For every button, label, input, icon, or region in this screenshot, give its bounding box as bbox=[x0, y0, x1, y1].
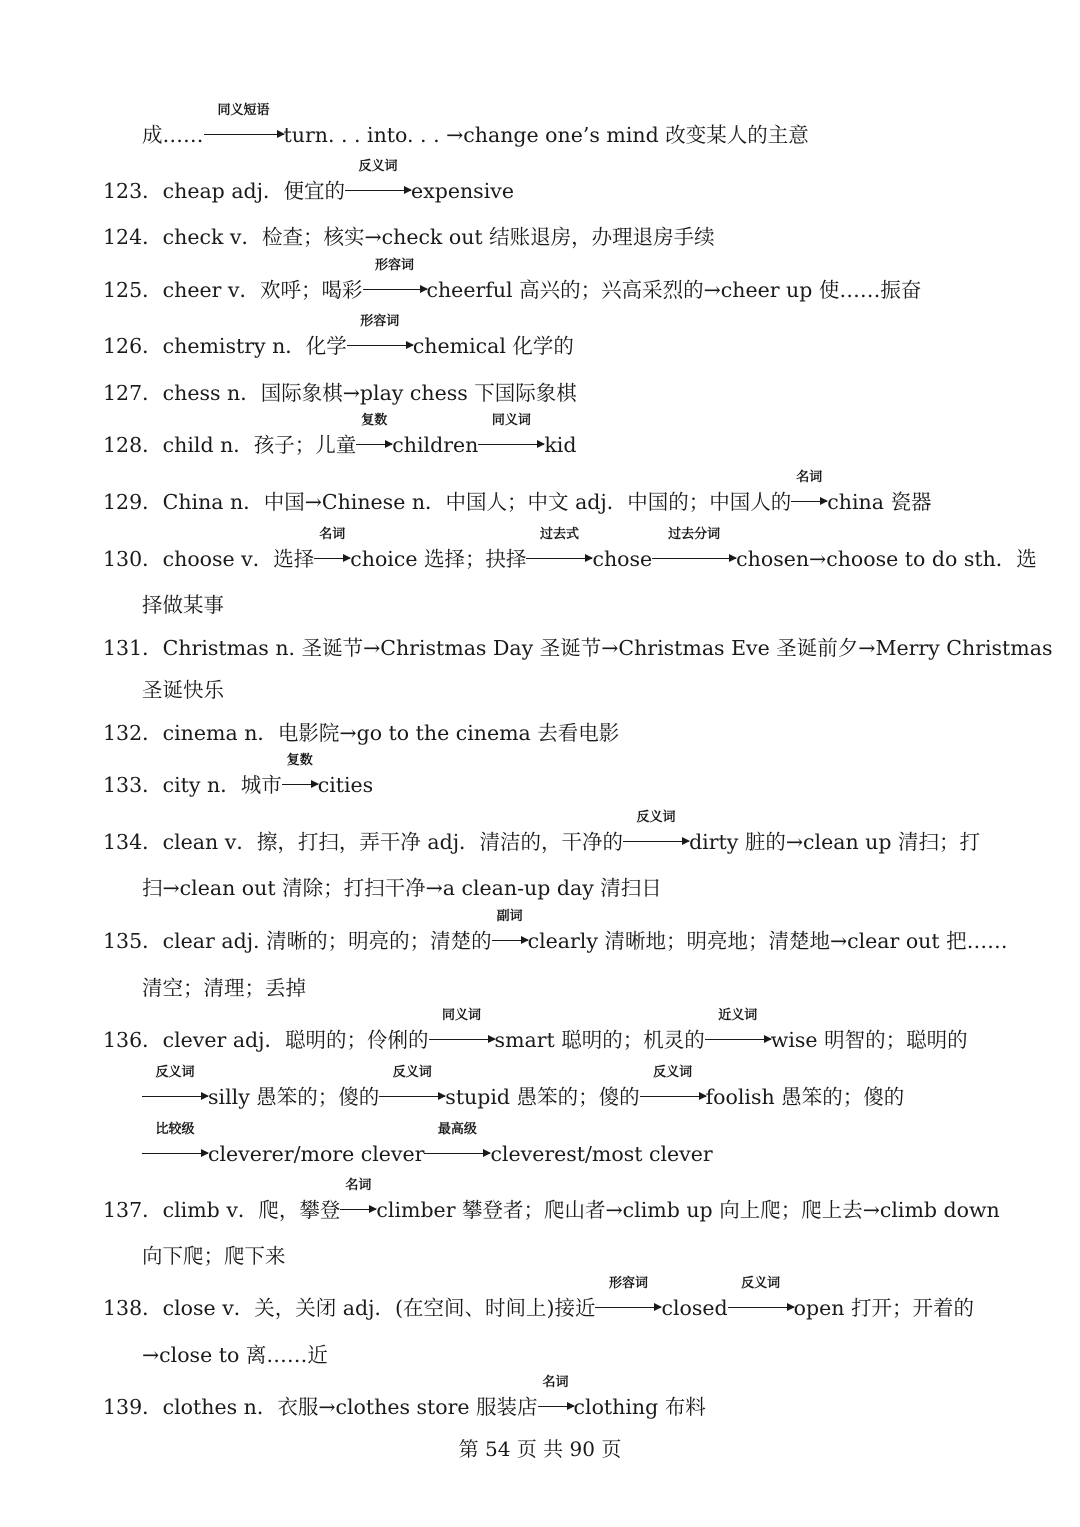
entry-139 bbox=[103, 1375, 1080, 1421]
arrow-label: 复数 bbox=[286, 753, 313, 768]
arrow-antonym bbox=[623, 810, 689, 856]
arrow-noun bbox=[314, 527, 350, 573]
entry-130 bbox=[103, 527, 1080, 573]
text: Christmas n. 圣诞节→Christmas Day 圣诞节→Christmas Eve 圣诞前夕→Merry Christmas bbox=[162, 636, 1053, 660]
entry-135-continuation bbox=[142, 974, 1080, 1002]
text: cheap adj．便宜的 bbox=[162, 179, 346, 203]
entry-number: 130． bbox=[103, 547, 163, 571]
arrow-label: 名词 bbox=[345, 1178, 372, 1193]
text: clean v．擦，打扫，弄干净 adj．清洁的，干净的 bbox=[162, 830, 624, 854]
text: 清空；清理；丢掉 bbox=[142, 976, 306, 1000]
text: close v．关，关闭 adj．(在空间、时间上)接近 bbox=[162, 1296, 596, 1320]
arrow-label: 形容词 bbox=[374, 258, 414, 273]
entry-136 bbox=[103, 1008, 1080, 1054]
arrow-synonym bbox=[429, 1008, 495, 1054]
text: check v．检查；核实→check out 结账退房，办理退房手续 bbox=[162, 225, 715, 249]
arrow-label: 副词 bbox=[496, 909, 523, 924]
arrow-synonym-phrase bbox=[204, 103, 284, 149]
entry-127 bbox=[103, 379, 1080, 407]
arrow-label: 同义词 bbox=[491, 413, 531, 428]
entry-number: 135． bbox=[103, 929, 163, 953]
arrow-antonym bbox=[142, 1065, 208, 1111]
text: climber 攀登者；爬山者→climb up 向上爬；爬上去→climb down bbox=[376, 1198, 1000, 1222]
entry-123 bbox=[103, 159, 1080, 205]
arrow-past-tense bbox=[526, 527, 592, 573]
entry-continuation-122 bbox=[142, 103, 1080, 149]
text: chemistry n．化学 bbox=[162, 334, 347, 358]
text: child n．孩子；儿童 bbox=[162, 433, 357, 457]
entry-number: 129． bbox=[103, 490, 163, 514]
arrow-superlative bbox=[424, 1122, 490, 1168]
arrow-noun bbox=[791, 470, 827, 516]
arrow-synonym bbox=[478, 413, 544, 459]
arrow-antonym bbox=[345, 159, 411, 205]
arrow-noun bbox=[538, 1375, 574, 1421]
text: choose v．选择 bbox=[162, 547, 315, 571]
entry-130-continuation bbox=[142, 591, 1080, 619]
text: cheerful 高兴的；兴高采烈的→cheer up 使……振奋 bbox=[426, 278, 922, 302]
entry-number: 131． bbox=[103, 636, 163, 660]
text: →close to 离……近 bbox=[142, 1343, 328, 1367]
entry-137 bbox=[103, 1178, 1080, 1224]
entry-number: 132． bbox=[103, 721, 163, 745]
text: city n．城市 bbox=[162, 773, 282, 797]
text: wise 明智的；聪明的 bbox=[770, 1028, 968, 1052]
text: cheer v．欢呼；喝彩 bbox=[162, 278, 363, 302]
arrow-label: 同义短语 bbox=[217, 103, 270, 118]
text: closed bbox=[661, 1296, 728, 1320]
text: clothes n．衣服→clothes store 服装店 bbox=[162, 1395, 538, 1419]
entry-129 bbox=[103, 470, 1080, 516]
text: choice 选择；抉择 bbox=[350, 547, 527, 571]
text: 扫→clean out 清除；打扫干净→a clean-up day 清扫日 bbox=[142, 876, 662, 900]
arrow-noun bbox=[340, 1178, 376, 1224]
arrow-label: 比较级 bbox=[155, 1122, 195, 1137]
text: silly 愚笨的；傻的 bbox=[208, 1085, 380, 1109]
arrow-label: 过去分词 bbox=[668, 527, 721, 542]
arrow-label: 形容词 bbox=[608, 1276, 648, 1291]
entry-125 bbox=[103, 258, 1080, 304]
text: 成…… bbox=[142, 123, 204, 147]
text: smart 聪明的；机灵的 bbox=[494, 1028, 705, 1052]
entry-138 bbox=[103, 1276, 1080, 1322]
text: china 瓷器 bbox=[827, 490, 932, 514]
arrow-label: 反义词 bbox=[636, 810, 676, 825]
arrow-label: 名词 bbox=[319, 527, 346, 542]
arrow-comparative bbox=[142, 1122, 208, 1168]
arrow-label: 反义词 bbox=[155, 1065, 195, 1080]
entry-number: 133． bbox=[103, 773, 163, 797]
entry-number: 125． bbox=[103, 278, 163, 302]
arrow-adjective bbox=[347, 314, 413, 360]
text: chess n．国际象棋→play chess 下国际象棋 bbox=[162, 381, 577, 405]
text: cleverest/most clever bbox=[490, 1142, 713, 1166]
arrow-label: 同义词 bbox=[442, 1008, 482, 1023]
entry-number: 138． bbox=[103, 1296, 163, 1320]
text: expensive bbox=[411, 179, 514, 203]
text: 圣诞快乐 bbox=[142, 678, 224, 702]
entry-131-continuation bbox=[142, 676, 1080, 704]
text: chose bbox=[592, 547, 653, 571]
entry-134 bbox=[103, 810, 1080, 856]
text: clever adj．聪明的；伶俐的 bbox=[162, 1028, 429, 1052]
entry-number: 136． bbox=[103, 1028, 163, 1052]
arrow-plural bbox=[356, 413, 392, 459]
arrow-label: 名词 bbox=[542, 1375, 569, 1390]
entry-number: 128． bbox=[103, 433, 163, 457]
text: cities bbox=[317, 773, 374, 797]
arrow-label: 反义词 bbox=[741, 1276, 781, 1291]
text: stupid 愚笨的；傻的 bbox=[445, 1085, 640, 1109]
arrow-antonym bbox=[640, 1065, 706, 1111]
entry-126 bbox=[103, 314, 1080, 360]
entry-number: 123． bbox=[103, 179, 163, 203]
entry-138-continuation bbox=[142, 1341, 1080, 1369]
page-footer: 第 54 页 共 90 页 bbox=[458, 1437, 622, 1461]
entry-number: 126． bbox=[103, 334, 163, 358]
entry-133 bbox=[103, 753, 1080, 799]
entry-number: 137． bbox=[103, 1198, 163, 1222]
arrow-label: 反义词 bbox=[653, 1065, 693, 1080]
arrow-adjective bbox=[363, 258, 427, 304]
text: turn. . . into. . . →change one’s mind 改变某人的主意 bbox=[283, 123, 809, 147]
entry-128 bbox=[103, 413, 1080, 459]
entry-124 bbox=[103, 223, 1080, 251]
text: dirty 脏的→clean up 清扫；打 bbox=[689, 830, 981, 854]
arrow-adverb bbox=[492, 909, 528, 955]
arrow-antonym bbox=[379, 1065, 445, 1111]
arrow-label: 复数 bbox=[361, 413, 388, 428]
text: China n．中国→Chinese n．中国人；中文 adj．中国的；中国人的 bbox=[162, 490, 792, 514]
arrow-label: 反义词 bbox=[392, 1065, 432, 1080]
arrow-past-participle bbox=[652, 527, 736, 573]
text: chemical 化学的 bbox=[412, 334, 574, 358]
entry-number: 127． bbox=[103, 381, 163, 405]
text: children bbox=[392, 433, 479, 457]
arrow-near-synonym bbox=[705, 1008, 771, 1054]
text: kid bbox=[544, 433, 577, 457]
text: cleverer/more clever bbox=[208, 1142, 425, 1166]
entry-136-line-2 bbox=[142, 1065, 1080, 1111]
text: open 打开；开着的 bbox=[793, 1296, 974, 1320]
entry-132 bbox=[103, 719, 1080, 747]
text: chosen→choose to do sth．选 bbox=[736, 547, 1037, 571]
text: clothing 布料 bbox=[573, 1395, 706, 1419]
arrow-plural bbox=[282, 753, 318, 799]
arrow-label: 近义词 bbox=[718, 1008, 758, 1023]
arrow-antonym bbox=[728, 1276, 794, 1322]
text: clear adj. 清晰的；明亮的；清楚的 bbox=[162, 929, 492, 953]
entry-131 bbox=[103, 634, 1080, 662]
entry-134-continuation bbox=[142, 874, 1080, 902]
entry-number: 139． bbox=[103, 1395, 163, 1419]
text: foolish 愚笨的；傻的 bbox=[705, 1085, 905, 1109]
arrow-label: 过去式 bbox=[539, 527, 579, 542]
entry-137-continuation bbox=[142, 1242, 1080, 1270]
entry-136-line-3 bbox=[142, 1122, 1080, 1168]
text: 向下爬；爬下来 bbox=[142, 1244, 286, 1268]
entry-number: 134． bbox=[103, 830, 163, 854]
text: clearly 清晰地；明亮地；清楚地→clear out 把…… bbox=[527, 929, 1008, 953]
entry-135 bbox=[103, 909, 1080, 955]
arrow-label: 名词 bbox=[796, 470, 823, 485]
arrow-adjective bbox=[595, 1276, 661, 1322]
arrow-label: 最高级 bbox=[437, 1122, 477, 1137]
arrow-label: 反义词 bbox=[358, 159, 398, 174]
entry-number: 124． bbox=[103, 225, 163, 249]
arrow-label: 形容词 bbox=[360, 314, 400, 329]
text: 择做某事 bbox=[142, 593, 224, 617]
text: cinema n．电影院→go to the cinema 去看电影 bbox=[162, 721, 620, 745]
text: climb v．爬，攀登 bbox=[162, 1198, 341, 1222]
